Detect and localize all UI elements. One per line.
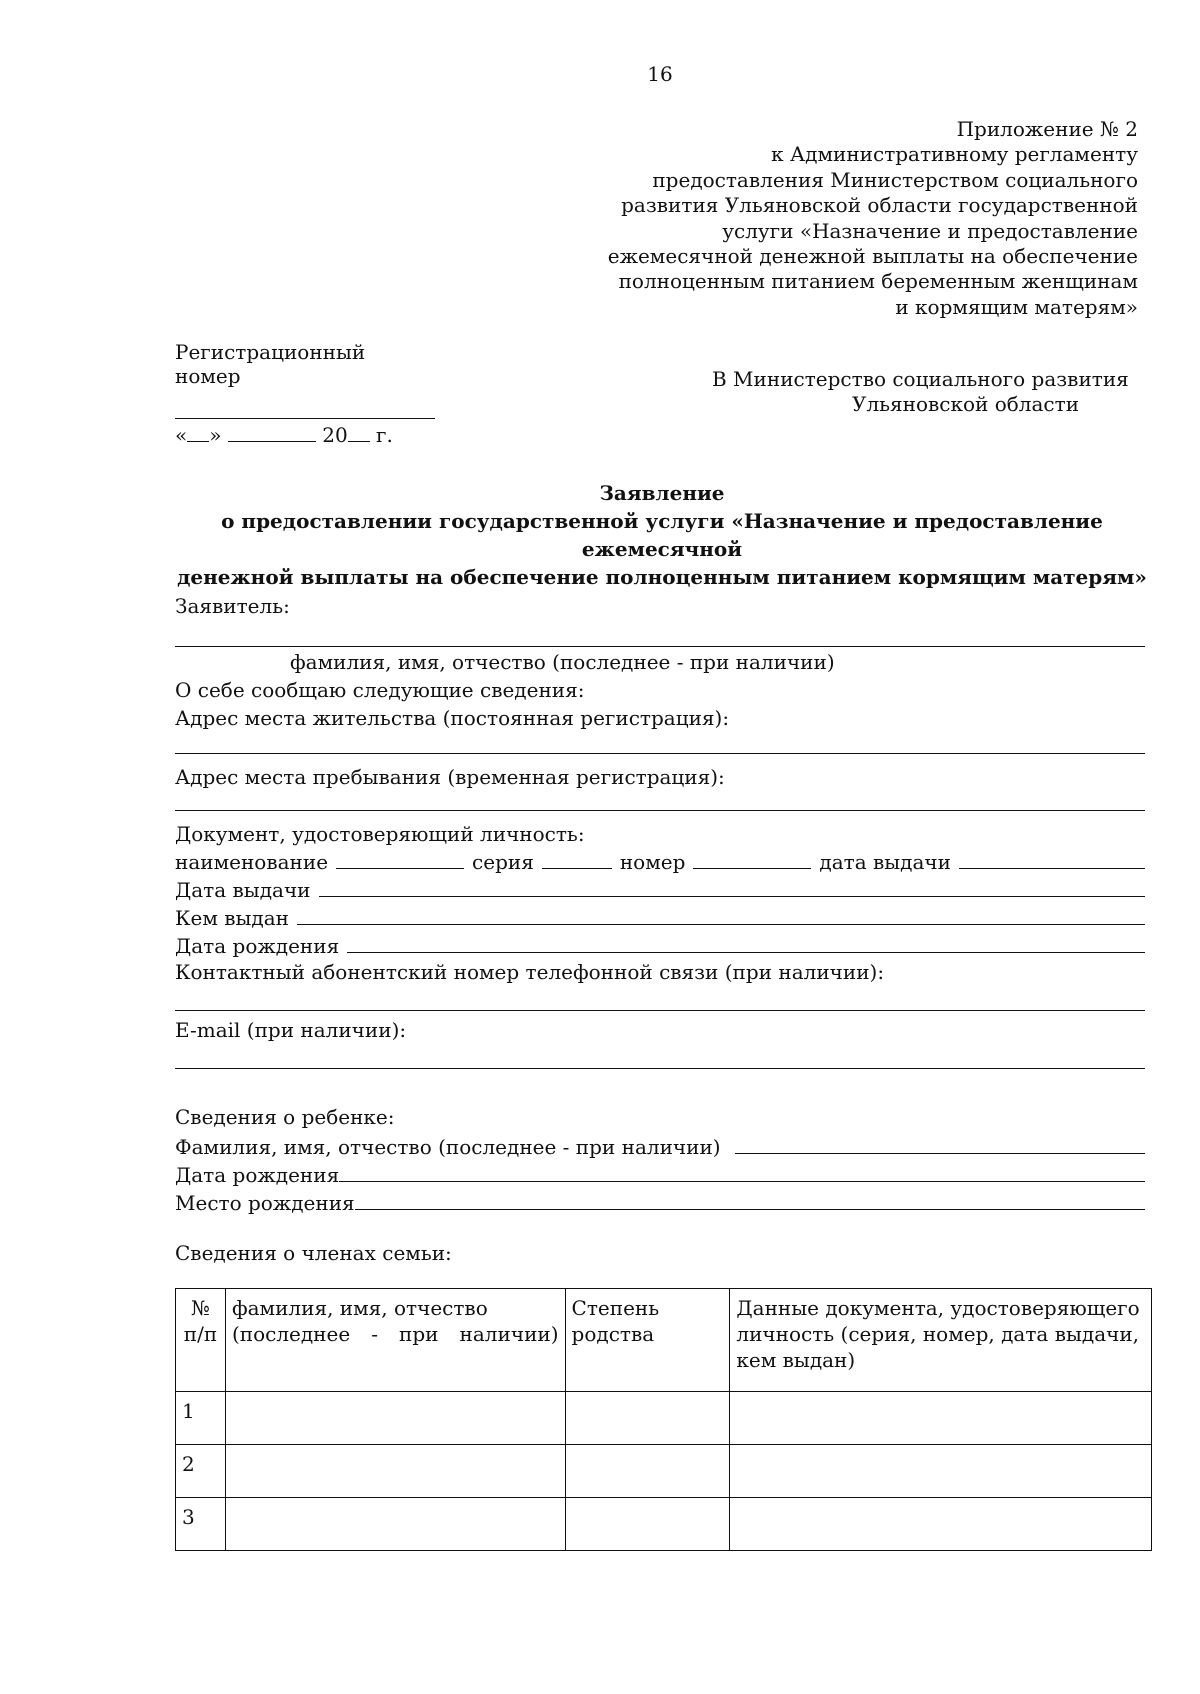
- child-birth-place-row: [175, 1189, 1145, 1215]
- birth-date-field[interactable]: [347, 932, 1145, 953]
- registration-label: Регистрационный номер: [175, 340, 366, 388]
- col-number-header: № п/п: [176, 1289, 226, 1392]
- doc-issue-date-label: дата выдачи: [819, 850, 951, 874]
- applicant-label: Заявитель:: [175, 594, 290, 618]
- doc-series-label: серия: [472, 850, 534, 874]
- title-line-2: о предоставлении государственной услуги «Назначение и предоставление ежемесячной: [221, 509, 1103, 561]
- about-self-label: О себе сообщаю следующие сведения:: [175, 678, 585, 702]
- issued-by-field[interactable]: [297, 904, 1145, 925]
- table-row: [176, 1445, 1152, 1498]
- appendix-line: к Административному регламенту: [771, 142, 1138, 167]
- date-close-quote: »: [209, 423, 222, 447]
- id-document-label: Документ, удостоверяющий личность:: [175, 822, 585, 846]
- addressee-line-1: В Министерство социального развития: [712, 367, 1129, 391]
- doc-name-field[interactable]: [336, 848, 464, 869]
- fio-cell[interactable]: [225, 1445, 565, 1498]
- appendix-line: Приложение № 2: [956, 117, 1138, 141]
- row-number: 2: [176, 1445, 226, 1498]
- appendix-header: [578, 117, 1138, 320]
- email-field[interactable]: [175, 1068, 1145, 1069]
- addressee: [712, 367, 1132, 417]
- issued-by-label: Кем выдан: [175, 906, 289, 930]
- appendix-line: ежемесячной денежной выплаты на обеспечение: [607, 244, 1138, 269]
- month-field[interactable]: [228, 423, 316, 442]
- appendix-line: услуги «Назначение и предоставление: [722, 218, 1138, 243]
- doc-name-label: наименование: [175, 850, 329, 874]
- col-fio-header: фамилия, имя, отчество (последнее - при наличии): [225, 1289, 565, 1392]
- title-line-1: Заявление: [599, 481, 725, 505]
- residence-field[interactable]: [175, 753, 1145, 754]
- addressee-line-2: Ульяновской области: [852, 392, 1080, 416]
- relation-cell[interactable]: [565, 1392, 730, 1445]
- id-document-row: [175, 848, 1145, 874]
- document-title: [172, 479, 1152, 591]
- day-field[interactable]: [187, 423, 209, 442]
- child-birth-date-label: Дата рождения: [175, 1163, 340, 1187]
- year-field[interactable]: [348, 423, 370, 442]
- doc-series-field[interactable]: [542, 848, 612, 869]
- child-birth-date-field[interactable]: [339, 1161, 1145, 1182]
- relation-cell[interactable]: [565, 1445, 730, 1498]
- issue-date-field[interactable]: [319, 876, 1146, 897]
- appendix-line: полноценным питанием беременным женщинам: [618, 269, 1138, 294]
- document-cell[interactable]: [730, 1392, 1152, 1445]
- registration-number-field[interactable]: [175, 388, 435, 419]
- applicant-fio-field[interactable]: [175, 646, 1145, 647]
- fio-cell[interactable]: [225, 1392, 565, 1445]
- child-birth-place-label: Место рождения: [175, 1191, 355, 1215]
- doc-number-label: номер: [619, 850, 686, 874]
- relation-cell[interactable]: [565, 1498, 730, 1551]
- issue-date-label: Дата выдачи: [175, 878, 311, 902]
- col-document-header: Данные документа, удостоверяющего личность (серия, номер, дата выдачи, кем выдан): [730, 1289, 1152, 1392]
- child-birth-date-row: [175, 1161, 1145, 1187]
- row-number: 3: [176, 1498, 226, 1551]
- child-label: Сведения о ребенке:: [175, 1105, 395, 1129]
- document-cell[interactable]: [730, 1498, 1152, 1551]
- registration-date: [175, 423, 435, 447]
- child-fio-row: [175, 1133, 1145, 1159]
- appendix-line: и кормящим матерям»: [895, 294, 1138, 319]
- appendix-line: развития Ульяновской области государственной: [621, 193, 1138, 218]
- issued-by-row: [175, 904, 1145, 930]
- family-table: [175, 1288, 1152, 1551]
- doc-issue-date-field[interactable]: [959, 848, 1145, 869]
- table-row: [176, 1498, 1152, 1551]
- stay-field[interactable]: [175, 810, 1145, 811]
- child-birth-place-field[interactable]: [355, 1189, 1145, 1210]
- year-prefix: 20: [322, 423, 348, 447]
- document-cell[interactable]: [730, 1445, 1152, 1498]
- fio-cell[interactable]: [225, 1498, 565, 1551]
- year-suffix: г.: [376, 423, 393, 447]
- family-label: Сведения о членах семьи:: [175, 1241, 452, 1265]
- table-header-row: [176, 1289, 1152, 1392]
- page-number: 16: [647, 62, 673, 86]
- row-number: 1: [176, 1392, 226, 1445]
- registration-block: [175, 340, 435, 447]
- table-row: [176, 1392, 1152, 1445]
- birth-date-label: Дата рождения: [175, 934, 340, 958]
- birth-date-row: [175, 932, 1145, 958]
- phone-label: Контактный абонентский номер телефонной связи (при наличии):: [175, 960, 885, 984]
- phone-field[interactable]: [175, 1010, 1145, 1011]
- applicant-fio-hint: фамилия, имя, отчество (последнее - при наличии): [290, 650, 835, 674]
- email-label: E-mail (при наличии):: [175, 1018, 407, 1042]
- residence-label: Адрес места жительства (постоянная регистрация):: [175, 706, 730, 730]
- child-fio-field[interactable]: [735, 1133, 1145, 1154]
- issue-date-row: [175, 876, 1145, 902]
- doc-number-field[interactable]: [693, 848, 811, 869]
- stay-label: Адрес места пребывания (временная регистрация):: [175, 765, 725, 789]
- col-relation-header: Степень родства: [565, 1289, 730, 1392]
- appendix-line: предоставления Министерством социального: [652, 167, 1138, 192]
- child-fio-label: Фамилия, имя, отчество (последнее - при наличии): [175, 1135, 721, 1159]
- title-line-3: денежной выплаты на обеспечение полноценным питанием кормящим матерям»: [177, 565, 1147, 589]
- date-open-quote: «: [175, 423, 188, 447]
